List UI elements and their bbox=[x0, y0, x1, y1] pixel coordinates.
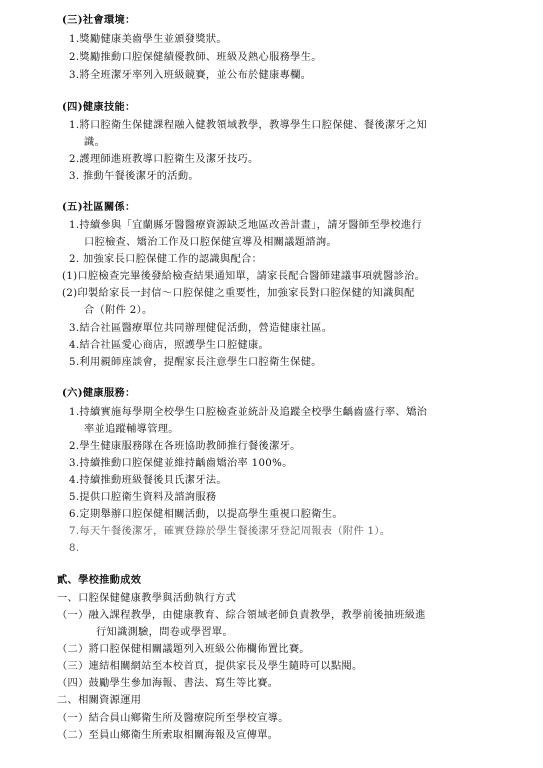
section-4-heading: (四)健康技能： bbox=[62, 101, 136, 113]
section-3-item-1: 1.獎勵健康美齒學生並頒發獎狀。 bbox=[69, 34, 227, 45]
section-4-item-1: 1.將口腔衛生保健課程融入健教領域教學，教導學生口腔保健、餐後潔牙之知 bbox=[69, 120, 428, 131]
section-3-item-2: 2.獎勵推動口腔保健績優教師、班級及熱心服務學生。 bbox=[69, 52, 322, 63]
section-6-item-1-cont: 率並追蹤輔導管理。 bbox=[84, 424, 179, 435]
section-5-subitem-2-cont: 合（附件 2）。 bbox=[84, 305, 153, 316]
section-5-item-2: 2. 加強家長口腔保健工作的認識與配合： bbox=[69, 254, 263, 265]
section-5-item-5: 5.利用親師座談會，提醒家長注意學生口腔衛生保健。 bbox=[69, 357, 322, 368]
section-6-item-1: 1.持續實施每學期全校學生口腔檢查並統計及追蹤全校學生齲齒盛行率、矯治 bbox=[69, 407, 428, 418]
section-5-item-1-cont: 口腔檢查、矯治工作及口腔保健宣導及相關議題諮詢。 bbox=[84, 237, 337, 248]
section-6-item-3: 3.持續推動口腔保健並維持齲齒矯治率 100%。 bbox=[69, 458, 293, 469]
section-4-item-3: 3. 推動午餐後潔牙的活動。 bbox=[69, 171, 199, 182]
section-5-subitem-1: (1)口腔檢查完畢後發給檢查結果通知單，請家長配合醫師建議事項就醫診治。 bbox=[62, 271, 426, 282]
section-6-item-6: 6.定期舉辦口腔保健相關活動，以提高學生重視口腔衛生。 bbox=[69, 509, 343, 520]
section-6-item-4: 4.持續推動班級餐後貝氏潔牙法。 bbox=[69, 475, 227, 486]
section-5-heading: (五)社區關係： bbox=[62, 201, 136, 213]
section-4-item-1-cont: 識。 bbox=[84, 137, 106, 148]
part-2-sub-2: 二、相關資源運用 bbox=[57, 695, 142, 706]
section-4-item-2: 2.護理師進班教導口腔衛生及潔牙技巧。 bbox=[69, 154, 259, 165]
part-2-sub-1-item-1-cont: 行知識測驗，問卷或學習單。 bbox=[96, 627, 233, 638]
part-2-sub-2-item-2: （二）至員山鄉衛生所索取相關海報及宣傳單。 bbox=[57, 730, 279, 741]
section-5-item-1: 1.持續參與「宜蘭縣牙醫醫療資源缺乏地區改善計畫」，請牙醫師至學校進行 bbox=[69, 220, 423, 231]
section-6-item-7: 7.每天午餐後潔牙，確實登錄於學生餐後潔牙登記周報表（附件 1）。 bbox=[69, 526, 391, 537]
section-5-subitem-2: (2)印製給家長一封信～口腔保健之重要性，加強家長對口腔保健的知識與配 bbox=[62, 288, 415, 299]
part-2-sub-1-item-2: （二）將口腔保健相關議題列入班級公佈欄佈置比賽。 bbox=[57, 644, 310, 655]
section-3-item-3: 3.將全班潔牙率列入班級競賽，並公布於健康專欄。 bbox=[69, 70, 312, 81]
section-6-heading: (六)健康服務： bbox=[62, 387, 136, 399]
section-6-item-5: 5.提供口腔衛生資料及諮詢服務 bbox=[69, 492, 217, 503]
part-2-sub-1-item-4: （四）鼓勵學生參加海報、書法、寫生等比賽。 bbox=[57, 678, 279, 689]
part-2-sub-1: 一、口腔保健健康教學與活動執行方式 bbox=[57, 593, 237, 604]
part-2-sub-1-item-1: （一）融入課程教學，由健康教育、綜合領域老師負責教學，教學前後抽班級進 bbox=[57, 610, 426, 621]
section-5-item-3: 3.結合社區醫療單位共同辦理健促活動，營造健康社區。 bbox=[69, 323, 333, 334]
part-2-heading: 貳、學校推動成效 bbox=[57, 574, 142, 586]
section-6-item-8: 8. bbox=[69, 543, 80, 554]
part-2-sub-1-item-3: （三）連結相關網站至本校首頁，提供家長及學生隨時可以點閱。 bbox=[57, 661, 363, 672]
section-5-item-4: 4.結合社區愛心商店，照護學生口腔健康。 bbox=[69, 340, 270, 351]
part-2-sub-2-item-1: （一）結合員山鄉衛生所及醫療院所至學校宣導。 bbox=[57, 713, 289, 724]
section-3-heading: (三)社會環境： bbox=[62, 14, 136, 26]
section-6-item-2: 2.學生健康服務隊在各班協助教師推行餐後潔牙。 bbox=[69, 441, 301, 452]
